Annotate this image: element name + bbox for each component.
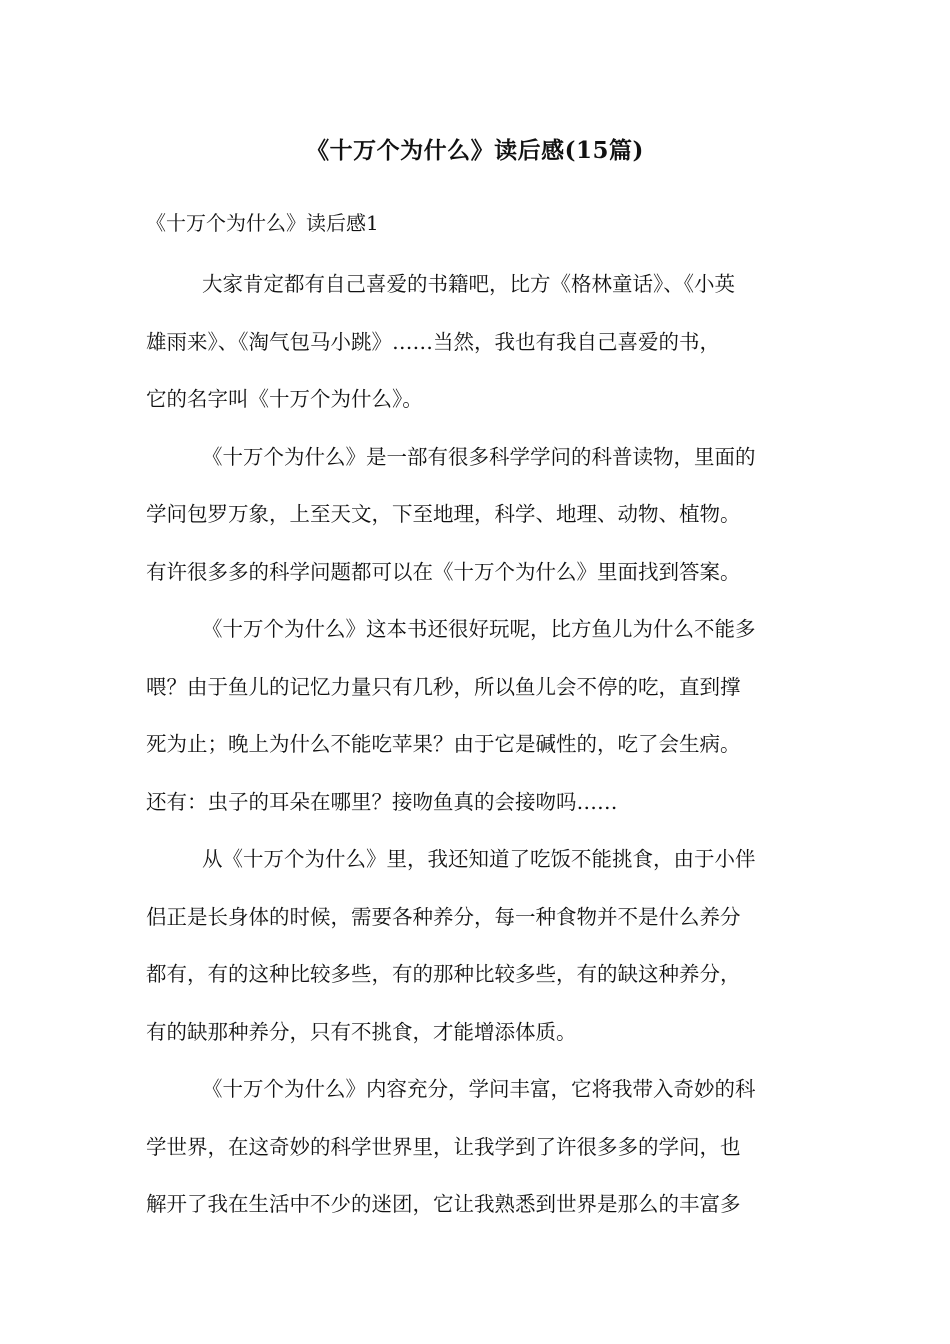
text-line: 雄雨来》、《淘气包马小跳》……当然，我也有我自己喜爱的书， xyxy=(146,329,720,354)
text-line: 学问包罗万象，上至天文，下至地理，科学、地理、动物、植物。 xyxy=(146,502,741,526)
text-line: 有的缺那种养分，只有不挑食，才能增添体质。 xyxy=(146,1019,577,1044)
text-line: 《十万个为什么》这本书还很好玩呢，比方鱼儿为什么不能多 xyxy=(202,617,756,641)
text-line: 《十万个为什么》是一部有很多科学学问的科普读物，里面的 xyxy=(202,444,756,469)
document-title: 《十万个为什么》读后感(15篇) xyxy=(306,137,644,164)
text-line: 都有，有的这种比较多些，有的那种比较多些，有的缺这种养分， xyxy=(146,962,741,986)
text-line: 从《十万个为什么》里，我还知道了吃饭不能挑食，由于小伴 xyxy=(202,847,756,871)
text-line: 有许很多多的科学问题都可以在《十万个为什么》里面找到答案。 xyxy=(146,559,741,584)
text-line: 侣正是长身体的时候，需要各种养分，每一种食物并不是什么养分 xyxy=(146,904,741,929)
text-line: 它的名字叫《十万个为什么》。 xyxy=(146,387,423,411)
text-line: 学世界，在这奇妙的科学世界里，让我学到了许很多多的学问，也 xyxy=(146,1134,741,1159)
text-line: 解开了我在生活中不少的迷团，它让我熟悉到世界是那么的丰富多 xyxy=(146,1192,741,1216)
section-heading: 《十万个为什么》读后感1 xyxy=(146,211,379,235)
text-line: 大家肯定都有自己喜爱的书籍吧，比方《格林童话》、《小英 xyxy=(202,272,735,296)
text-line: 喂？由于鱼儿的记忆力量只有几秒，所以鱼儿会不停的吃，直到撑 xyxy=(146,674,741,699)
text-line: 《十万个为什么》内容充分，学问丰富，它将我带入奇妙的科 xyxy=(202,1077,756,1101)
body-text xyxy=(146,256,806,1234)
text-line: 死为止；晚上为什么不能吃苹果？由于它是碱性的，吃了会生病。 xyxy=(146,732,741,756)
text-line: 还有：虫子的耳朵在哪里？接吻鱼真的会接吻吗…… xyxy=(146,789,618,814)
